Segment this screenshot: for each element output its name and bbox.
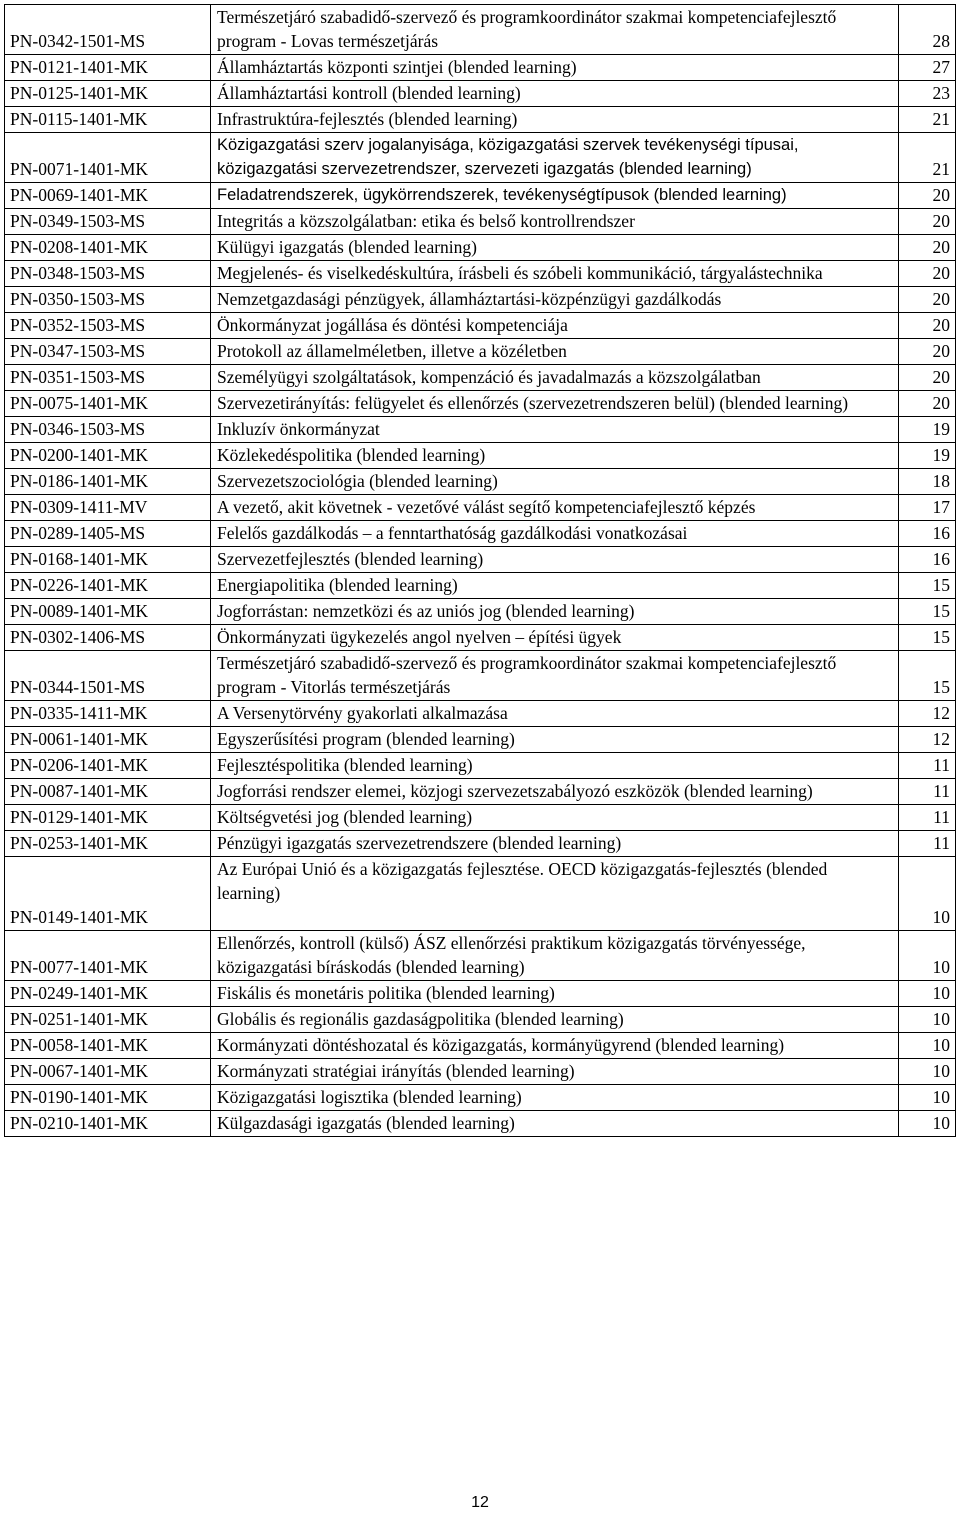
course-title	[211, 183, 899, 209]
course-title	[211, 81, 899, 107]
course-title	[211, 981, 899, 1007]
course-title-text: Államháztartási kontroll (blended learning)	[217, 83, 521, 103]
course-code: PN-0249-1401-MK	[5, 981, 211, 1007]
table-row	[5, 339, 956, 365]
course-title-text: Felelős gazdálkodás – a fenntarthatóság gazdálkodási vonatkozásai	[217, 523, 688, 543]
course-title-text: Közigazgatási szerv jogalanyisága, közigazgatási szervek tevékenységi típusai, közigazgatási szervezetrendszer, szervezeti igazgatás (blended learning)	[217, 136, 799, 178]
course-code: PN-0058-1401-MK	[5, 1033, 211, 1059]
course-code: PN-0077-1401-MK	[5, 931, 211, 981]
course-code: PN-0125-1401-MK	[5, 81, 211, 107]
course-hours: 11	[899, 805, 956, 831]
course-title	[211, 469, 899, 495]
course-code: PN-0149-1401-MK	[5, 857, 211, 931]
course-hours: 10	[899, 1085, 956, 1111]
course-title	[211, 107, 899, 133]
course-hours: 20	[899, 313, 956, 339]
course-hours: 15	[899, 599, 956, 625]
course-code: PN-0349-1503-MS	[5, 209, 211, 235]
course-hours: 18	[899, 469, 956, 495]
course-hours: 28	[899, 5, 956, 55]
course-hours: 20	[899, 235, 956, 261]
course-hours: 10	[899, 857, 956, 931]
table-row	[5, 1111, 956, 1137]
course-title	[211, 701, 899, 727]
course-code: PN-0226-1401-MK	[5, 573, 211, 599]
table-row	[5, 651, 956, 701]
table-row	[5, 365, 956, 391]
course-code: PN-0251-1401-MK	[5, 1007, 211, 1033]
course-title-text: A vezető, akit követnek - vezetővé válást segítő kompetenciafejlesztő képzés	[217, 497, 756, 517]
course-code: PN-0208-1401-MK	[5, 235, 211, 261]
course-title-text: Önkormányzat jogállása és döntési kompetenciája	[217, 315, 568, 335]
course-hours: 16	[899, 547, 956, 573]
course-hours: 10	[899, 981, 956, 1007]
course-title	[211, 133, 899, 183]
course-title	[211, 55, 899, 81]
course-title	[211, 313, 899, 339]
course-title-text: Külügyi igazgatás (blended learning)	[217, 237, 477, 257]
course-title-text: Külgazdasági igazgatás (blended learning)	[217, 1113, 515, 1133]
course-code: PN-0206-1401-MK	[5, 753, 211, 779]
course-title	[211, 931, 899, 981]
course-title	[211, 779, 899, 805]
table-row	[5, 599, 956, 625]
table-row	[5, 495, 956, 521]
course-title	[211, 1059, 899, 1085]
course-title-text: Energiapolitika (blended learning)	[217, 575, 458, 595]
table-row	[5, 235, 956, 261]
course-title-text: Globális és regionális gazdaságpolitika (blended learning)	[217, 1009, 624, 1029]
course-title-text: Szervezetszociológia (blended learning)	[217, 471, 498, 491]
table-row	[5, 753, 956, 779]
course-hours: 15	[899, 651, 956, 701]
course-code: PN-0075-1401-MK	[5, 391, 211, 417]
course-code: PN-0346-1503-MS	[5, 417, 211, 443]
table-row	[5, 1085, 956, 1111]
course-code: PN-0071-1401-MK	[5, 133, 211, 183]
table-row	[5, 805, 956, 831]
course-title	[211, 365, 899, 391]
course-hours: 27	[899, 55, 956, 81]
table-row	[5, 55, 956, 81]
course-code: PN-0061-1401-MK	[5, 727, 211, 753]
course-title	[211, 753, 899, 779]
course-code: PN-0089-1401-MK	[5, 599, 211, 625]
course-code: PN-0342-1501-MS	[5, 5, 211, 55]
course-code: PN-0067-1401-MK	[5, 1059, 211, 1085]
table-row	[5, 1007, 956, 1033]
course-hours: 21	[899, 133, 956, 183]
course-hours: 10	[899, 931, 956, 981]
table-row	[5, 107, 956, 133]
course-title	[211, 651, 899, 701]
course-table	[4, 4, 956, 1137]
course-title-text: Infrastruktúra-fejlesztés (blended learning)	[217, 109, 518, 129]
table-row	[5, 857, 956, 931]
course-code: PN-0210-1401-MK	[5, 1111, 211, 1137]
course-title	[211, 339, 899, 365]
course-title-text: Megjelenés- és viselkedéskultúra, írásbeli és szóbeli kommunikáció, tárgyalástechnika	[217, 263, 823, 283]
course-title-text: Fejlesztéspolitika (blended learning)	[217, 755, 473, 775]
table-row	[5, 727, 956, 753]
course-code: PN-0186-1401-MK	[5, 469, 211, 495]
course-title	[211, 391, 899, 417]
course-title-text: Államháztartás központi szintjei (blended learning)	[217, 57, 577, 77]
course-title-text: Jogforrástan: nemzetközi és az uniós jog (blended learning)	[217, 601, 635, 621]
course-code: PN-0121-1401-MK	[5, 55, 211, 81]
course-title	[211, 521, 899, 547]
course-title-text: Szervezetirányítás: felügyelet és ellenőrzés (szervezetrendszeren belül) (blended learning)	[217, 393, 849, 413]
table-row	[5, 209, 956, 235]
course-code: PN-0309-1411-MV	[5, 495, 211, 521]
course-hours: 21	[899, 107, 956, 133]
course-title	[211, 209, 899, 235]
course-title	[211, 1111, 899, 1137]
course-code: PN-0168-1401-MK	[5, 547, 211, 573]
course-title	[211, 495, 899, 521]
course-title-text: Protokoll az államelméletben, illetve a közéletben	[217, 341, 567, 361]
course-title	[211, 857, 899, 931]
course-code: PN-0253-1401-MK	[5, 831, 211, 857]
course-title-text: Közlekedéspolitika (blended learning)	[217, 445, 486, 465]
course-title	[211, 547, 899, 573]
course-hours: 20	[899, 391, 956, 417]
course-hours: 19	[899, 417, 956, 443]
course-title-text: Inkluzív önkormányzat	[217, 419, 380, 439]
course-title-text: Ellenőrzés, kontroll (külső) ÁSZ ellenőrzési praktikum közigazgatás törvényessége, közigazgatási bíráskodás (blended learning)	[217, 933, 806, 977]
course-title	[211, 831, 899, 857]
course-title-text: Egyszerűsítési program (blended learning)	[217, 729, 515, 749]
course-hours: 10	[899, 1111, 956, 1137]
course-title-text: Az Európai Unió és a közigazgatás fejlesztése. OECD közigazgatás-fejlesztés (blended learning)	[217, 859, 828, 903]
course-code: PN-0190-1401-MK	[5, 1085, 211, 1111]
course-title-text: Fiskális és monetáris politika (blended learning)	[217, 983, 555, 1003]
course-code: PN-0351-1503-MS	[5, 365, 211, 391]
course-title	[211, 5, 899, 55]
course-title-text: Természetjáró szabadidő-szervező és programkoordinátor szakmai kompetenciafejlesztő program - Vitorlás természetjárás	[217, 653, 837, 697]
course-hours: 10	[899, 1007, 956, 1033]
course-hours: 15	[899, 573, 956, 599]
course-hours: 10	[899, 1059, 956, 1085]
course-title	[211, 573, 899, 599]
table-row	[5, 521, 956, 547]
course-title-text: Költségvetési jog (blended learning)	[217, 807, 473, 827]
course-title	[211, 235, 899, 261]
course-title	[211, 599, 899, 625]
course-title	[211, 261, 899, 287]
course-hours: 20	[899, 339, 956, 365]
course-hours: 20	[899, 183, 956, 209]
course-title	[211, 1007, 899, 1033]
table-row	[5, 313, 956, 339]
table-row	[5, 5, 956, 55]
course-table-body	[5, 5, 956, 1137]
table-row	[5, 417, 956, 443]
table-row	[5, 625, 956, 651]
course-code: PN-0115-1401-MK	[5, 107, 211, 133]
table-row	[5, 1059, 956, 1085]
course-hours: 15	[899, 625, 956, 651]
course-title	[211, 287, 899, 313]
table-row	[5, 831, 956, 857]
course-hours: 10	[899, 1033, 956, 1059]
course-hours: 20	[899, 287, 956, 313]
table-row	[5, 183, 956, 209]
course-hours: 11	[899, 779, 956, 805]
course-title	[211, 625, 899, 651]
course-title-text: Kormányzati stratégiai irányítás (blended learning)	[217, 1061, 575, 1081]
table-row	[5, 931, 956, 981]
course-title-text: Jogforrási rendszer elemei, közjogi szervezetszabályozó eszközök (blended learning)	[217, 781, 813, 801]
table-row	[5, 547, 956, 573]
table-row	[5, 1033, 956, 1059]
course-hours: 17	[899, 495, 956, 521]
table-row	[5, 779, 956, 805]
course-hours: 20	[899, 209, 956, 235]
table-row	[5, 701, 956, 727]
table-row	[5, 981, 956, 1007]
course-title-text: Természetjáró szabadidő-szervező és programkoordinátor szakmai kompetenciafejlesztő program - Lovas természetjárás	[217, 7, 837, 51]
course-title-text: A Versenytörvény gyakorlati alkalmazása	[217, 703, 508, 723]
course-code: PN-0348-1503-MS	[5, 261, 211, 287]
table-row	[5, 469, 956, 495]
course-title	[211, 727, 899, 753]
course-code: PN-0069-1401-MK	[5, 183, 211, 209]
course-code: PN-0352-1503-MS	[5, 313, 211, 339]
course-title-text: Nemzetgazdasági pénzügyek, államháztartási-közpénzügyi gazdálkodás	[217, 289, 722, 309]
page-number: 12	[471, 1494, 489, 1511]
course-hours: 11	[899, 831, 956, 857]
course-title-text: Önkormányzati ügykezelés angol nyelven – építési ügyek	[217, 627, 622, 647]
course-hours: 11	[899, 753, 956, 779]
course-title	[211, 417, 899, 443]
course-code: PN-0200-1401-MK	[5, 443, 211, 469]
course-code: PN-0347-1503-MS	[5, 339, 211, 365]
course-hours: 20	[899, 365, 956, 391]
table-row	[5, 573, 956, 599]
course-title-text: Szervezetfejlesztés (blended learning)	[217, 549, 484, 569]
table-row	[5, 391, 956, 417]
course-code: PN-0350-1503-MS	[5, 287, 211, 313]
course-hours: 16	[899, 521, 956, 547]
course-title	[211, 1085, 899, 1111]
course-code: PN-0087-1401-MK	[5, 779, 211, 805]
course-hours: 19	[899, 443, 956, 469]
course-code: PN-0129-1401-MK	[5, 805, 211, 831]
table-row	[5, 81, 956, 107]
course-title-text: Személyügyi szolgáltatások, kompenzáció és javadalmazás a közszolgálatban	[217, 367, 761, 387]
course-code: PN-0335-1411-MK	[5, 701, 211, 727]
table-row	[5, 443, 956, 469]
course-hours: 23	[899, 81, 956, 107]
course-code: PN-0302-1406-MS	[5, 625, 211, 651]
course-title	[211, 1033, 899, 1059]
course-code: PN-0289-1405-MS	[5, 521, 211, 547]
table-row	[5, 287, 956, 313]
course-title-text: Kormányzati döntéshozatal és közigazgatás, kormányügyrend (blended learning)	[217, 1035, 785, 1055]
course-title-text: Integritás a közszolgálatban: etika és belső kontrollrendszer	[217, 211, 635, 231]
course-title	[211, 443, 899, 469]
course-hours: 20	[899, 261, 956, 287]
course-code: PN-0344-1501-MS	[5, 651, 211, 701]
table-row	[5, 133, 956, 183]
course-hours: 12	[899, 727, 956, 753]
course-title-text: Pénzügyi igazgatás szervezetrendszere (blended learning)	[217, 833, 622, 853]
course-hours: 12	[899, 701, 956, 727]
course-title-text: Közigazgatási logisztika (blended learning)	[217, 1087, 522, 1107]
table-row	[5, 261, 956, 287]
course-title-text: Feladatrendszerek, ügykörrendszerek, tevékenységtípusok (blended learning)	[217, 186, 787, 204]
course-title	[211, 805, 899, 831]
